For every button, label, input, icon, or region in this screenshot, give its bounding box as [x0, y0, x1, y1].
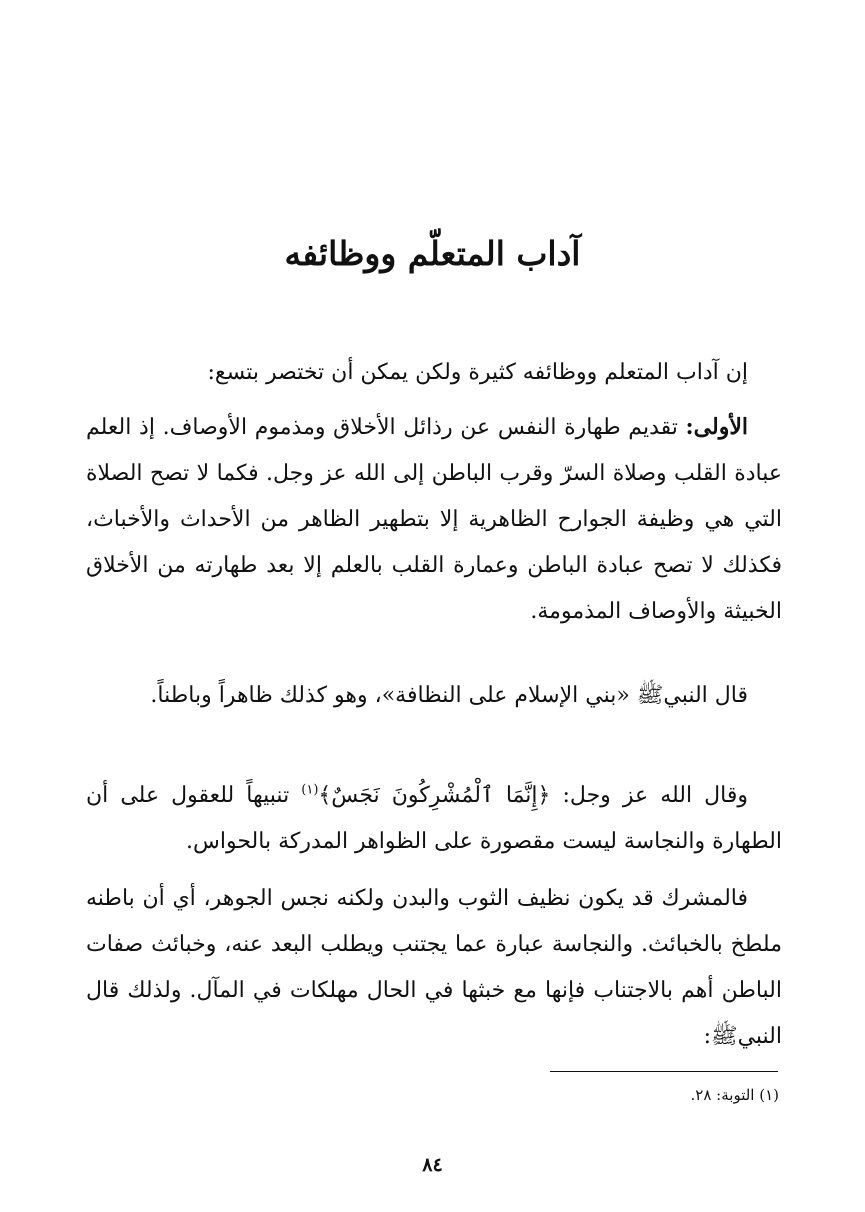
verse-commentary: تنبيهاً للعقول على أن الطهارة والنجاسة ليست مقصورة على الظواهر المدركة بالحواس. [86, 783, 782, 854]
quran-verse-paragraph [86, 773, 782, 865]
first-etiquette-text: تقديم طهارة النفس عن رذائل الأخلاق ومذموم الأوصاف. إذ العلم عبادة القلب وصلاة السرّ وقرب الباطن إلى الله عز وجل. فكما لا تصح الصلاة التي هي وظيفة الجوارح الظاهرية إلا بتطهير الظاهر من الأحداث والأخباث، فكذلك لا تصح عبادة الباطن وعمارة القلب بالعلم إلا بعد طهارته من الأخلاق الخبيثة والأوصاف المذمومة. [86, 415, 782, 624]
hadith-paragraph: قال النبيﷺ «بني الإسلام على النظافة»، وهو كذلك ظاهراً وباطناً. [150, 683, 748, 708]
footnote-divider [550, 1071, 778, 1072]
first-etiquette-paragraph [86, 404, 782, 635]
footnote-reference[interactable]: (١) [301, 782, 319, 798]
intro-paragraph: إن آداب المتعلم ووظائفه كثيرة ولكن يمكن أن تختصر بتسع: [207, 360, 748, 385]
page-number: ٨٤ [422, 1154, 443, 1176]
mushrik-paragraph: فالمشرك قد يكون نظيف الثوب والبدن ولكنه نجس الجوهر، أي أن باطنه ملطخ بالخبائث. والنجاسة عبارة عما يجتنب ويطلب البعد عنه، وخبائث صفات الباطن أهم بالاجتناب فإنها مع خبثها في الحال مهلكات في المآل. ولذلك قال النبيﷺ: [86, 886, 782, 1049]
footnote: (١) التوبة: ٢٨. [690, 1086, 779, 1104]
page-title: آداب المتعلّم ووظائفه [284, 234, 581, 273]
first-etiquette-label: الأولى: [685, 414, 748, 440]
verse-text: وقال الله عز وجل: ﴿إِنَّمَا ٱلْمُشْرِكُونَ نَجَسٌ﴾ [318, 783, 748, 808]
